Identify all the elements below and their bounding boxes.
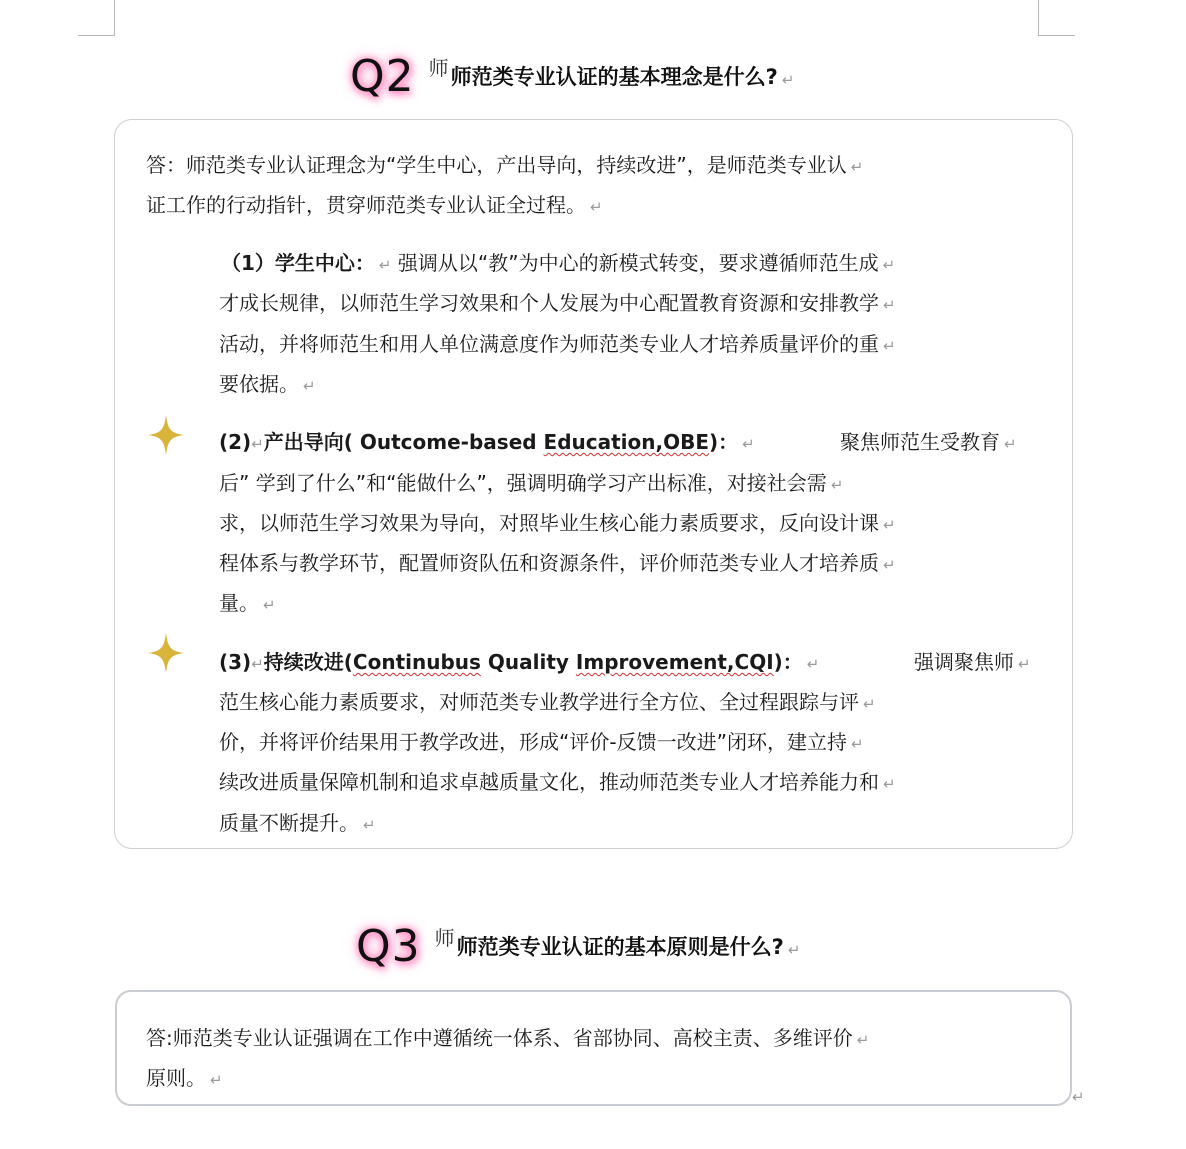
paragraph-mark-icon: ↵ — [850, 158, 864, 176]
p3-text-5: 质量不断提升。 — [219, 811, 359, 835]
p3-line-3 — [219, 728, 864, 758]
p3-label-en-a: Continubus — [352, 650, 481, 674]
paragraph-mark-icon: ↵ — [210, 1071, 223, 1089]
paragraph-mark-icon: ↵ — [363, 816, 376, 834]
paragraph-mark-icon: ↵ — [883, 516, 896, 534]
paragraph-mark-icon: ↵ — [251, 655, 264, 673]
paragraph-mark-icon: ↵ — [883, 337, 896, 355]
p3-line-5 — [219, 809, 376, 839]
p3-line-4 — [219, 768, 896, 798]
sparkle-star-icon — [148, 415, 184, 455]
paragraph-mark-icon: ↵ — [883, 556, 896, 574]
paragraph-mark-icon: ↵ — [263, 596, 276, 614]
paragraph-mark-icon: ↵ — [742, 435, 755, 453]
p1-first-text: 强调从以“教”为中心的新模式转变，要求遵循师范生成 — [397, 251, 879, 275]
paragraph-mark-icon: ↵ — [863, 695, 876, 713]
p1-text-4: 要依据。 — [219, 372, 299, 396]
p2-line-2 — [219, 469, 843, 499]
p1-line-2 — [219, 289, 896, 319]
p3-first-text-line — [914, 648, 1031, 678]
p2-label-en-a: Outcome-based — [352, 430, 544, 454]
p2-first-line — [219, 428, 755, 458]
paragraph-mark-icon: ↵ — [883, 775, 896, 793]
q3-title: 师范类专业认证的基本原则是什么? — [456, 935, 784, 959]
p1-line-3 — [219, 330, 896, 360]
paragraph-mark-icon: ↵ — [806, 655, 820, 673]
q3-answer-text-2: 原则。 — [146, 1066, 206, 1090]
p2-label-end: )： — [709, 430, 739, 454]
paragraph-mark-icon: ↵ — [883, 296, 896, 314]
p2-label-cn: 产出导向( — [263, 430, 353, 454]
q3-heading — [356, 921, 801, 972]
q3-answer-line-2 — [146, 1064, 223, 1094]
page-corner-mark-top-right — [1038, 0, 1075, 36]
q3-badge: Q3 — [356, 921, 421, 972]
q3-answer-line-1 — [146, 1024, 869, 1054]
p3-text-3: 价，并将评价结果用于教学改进，形成“评价-反馈一改进”闭环，建立持 — [219, 730, 847, 754]
p2-line-5 — [219, 589, 276, 619]
p3-label-end: )： — [773, 650, 803, 674]
p3-first-line — [219, 648, 819, 678]
p2-first-text: 聚焦师范生受教育 — [840, 430, 1000, 454]
q2-answer-line-1 — [146, 151, 863, 181]
p3-text-4: 续改进质量保障机制和追求卓越质量文化，推动师范类专业人才培养能力和 — [219, 770, 879, 794]
page-corner-mark-top-left — [78, 0, 115, 36]
p2-label-en-b: Education,OBE — [543, 430, 710, 454]
q2-answer-text-1: 答：师范类专业认证理念为“学生中心，产出导向，持续改进”，是师范类专业认 — [146, 153, 847, 177]
p1-text-2: 才成长规律，以师范生学习效果和个人发展为中心配置教育资源和安排教学 — [219, 291, 879, 315]
paragraph-mark-icon: ↵ — [1004, 435, 1017, 453]
p2-text-5: 量。 — [219, 591, 259, 615]
paragraph-mark-icon: ↵ — [787, 941, 801, 959]
p3-number: (3) — [219, 650, 252, 674]
p2-line-4 — [219, 549, 896, 579]
paragraph-mark-icon: ↵ — [590, 198, 603, 216]
paragraph-mark-icon: ↵ — [378, 256, 392, 274]
paragraph-mark-icon: ↵ — [850, 735, 864, 753]
q3-glyph: 师 — [434, 926, 455, 950]
paragraph-mark-icon: ↵ — [1018, 655, 1031, 673]
q2-answer-text-2: 证工作的行动指针，贯穿师范类专业认证全过程。 — [146, 193, 586, 217]
q2-title: 师范类专业认证的基本理念是什么? — [450, 65, 778, 89]
p2-line-3 — [219, 509, 896, 539]
p1-line-4 — [219, 370, 316, 400]
p1-first-line — [221, 249, 895, 279]
paragraph-mark-icon: ↵ — [856, 1031, 870, 1049]
p3-label-cn: 持续改进( — [263, 650, 353, 674]
q2-glyph: 师 — [428, 56, 449, 80]
p2-text-4: 程体系与教学环节，配置师资队伍和资源条件，评价师范类专业人才培养质 — [219, 551, 879, 575]
p3-text-2: 范生核心能力素质要求，对师范类专业教学进行全方位、全过程跟踪与评 — [219, 690, 859, 714]
p2-first-text-line — [840, 428, 1017, 458]
q2-heading — [350, 51, 795, 102]
p3-first-text: 强调聚焦师 — [914, 650, 1014, 674]
paragraph-mark-icon: ↵ — [303, 377, 316, 395]
q2-badge: Q2 — [350, 51, 415, 102]
q2-answer-line-2 — [146, 191, 603, 221]
p3-label-en-c: Improvement,CQI — [575, 650, 774, 674]
p3-label-en-b: Quality — [480, 650, 576, 674]
sparkle-star-icon — [148, 633, 184, 673]
paragraph-mark-icon: ↵ — [251, 435, 264, 453]
paragraph-mark-icon: ↵ — [1072, 1088, 1085, 1106]
p2-number: (2) — [219, 430, 252, 454]
q3-answer-text-1: 答:师范类专业认证强调在工作中遵循统一体系、省部协同、高校主责、多维评价 — [146, 1026, 853, 1050]
p1-text-3: 活动，并将师范生和用人单位满意度作为师范类专业人才培养质量评价的重 — [219, 332, 879, 356]
p1-label: （1）学生中心： — [221, 251, 375, 275]
paragraph-mark-icon: ↵ — [781, 71, 795, 89]
p2-text-2: 后” 学到了什么”和“能做什么”，强调明确学习产出标准，对接社会需 — [219, 471, 827, 495]
paragraph-mark-icon: ↵ — [882, 256, 896, 274]
p2-text-3: 求，以师范生学习效果为导向，对照毕业生核心能力素质要求，反向设计课 — [219, 511, 879, 535]
p3-line-2 — [219, 688, 876, 718]
paragraph-mark-icon: ↵ — [830, 476, 844, 494]
